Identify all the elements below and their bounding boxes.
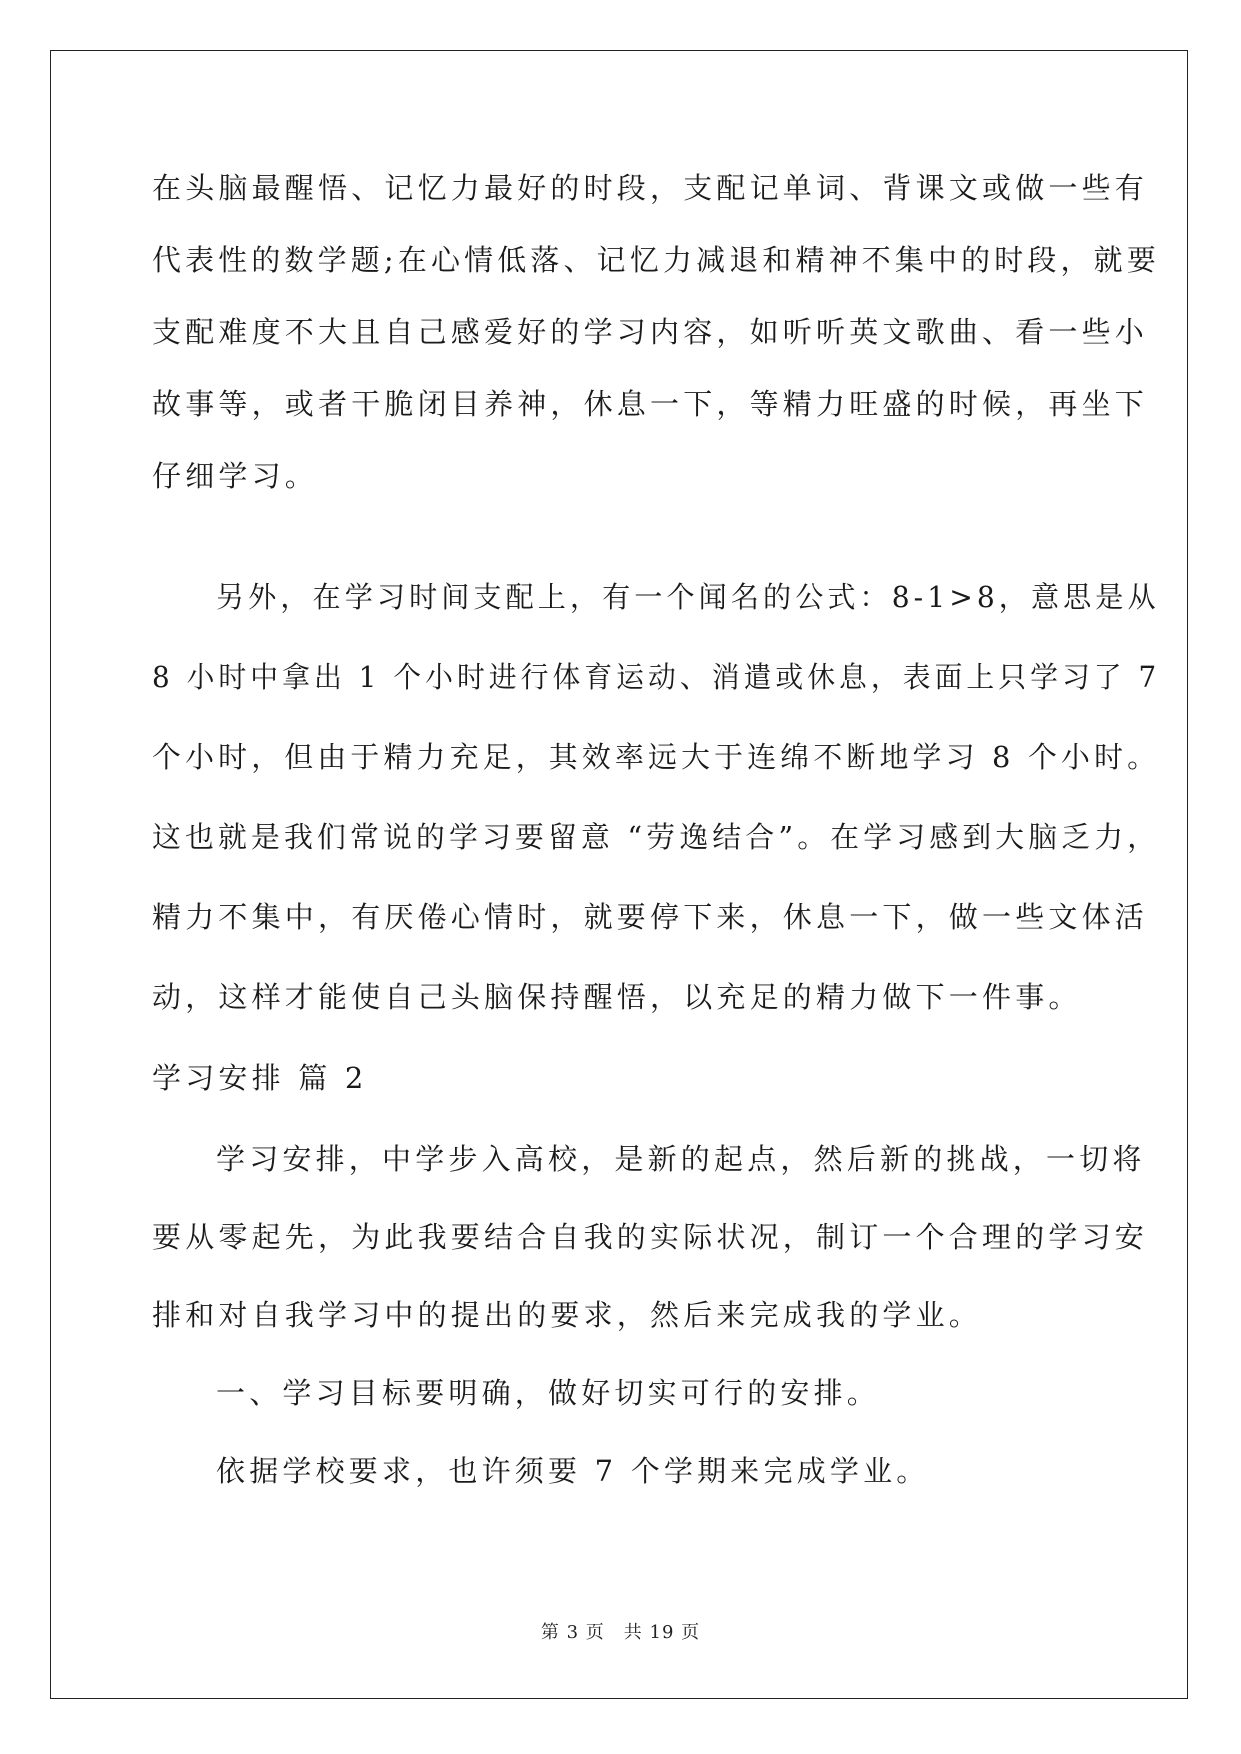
paragraph-line: 依据学校要求，也许须要 7 个学期来完成学业。 xyxy=(216,1454,930,1488)
paragraph-line: 支配难度不大且自己感爱好的学习内容，如听听英文歌曲、看一些小 xyxy=(152,315,1149,349)
paragraph-line: 一、学习目标要明确，做好切实可行的安排。 xyxy=(216,1376,881,1410)
paragraph-line: 故事等，或者干脆闭目养神，休息一下，等精力旺盛的时候，再坐下 xyxy=(152,387,1149,421)
paragraph-line: 动，这样才能使自己头脑保持醒悟，以充足的精力做下一件事。 xyxy=(152,980,1082,1014)
paragraph-line: 这也就是我们常说的学习要留意 “劳逸结合”。在学习感到大脑乏力， xyxy=(152,820,1161,854)
paragraph-line: 排和对自我学习中的提出的要求，然后来完成我的学业。 xyxy=(152,1298,983,1332)
paragraph-line: 学习安排，中学步入高校，是新的起点，然后新的挑战，一切将 xyxy=(216,1142,1146,1176)
paragraph-line: 精力不集中，有厌倦心情时，就要停下来，休息一下，做一些文体活 xyxy=(152,900,1149,934)
paragraph-line: 代表性的数学题;在心情低落、记忆力减退和精神不集中的时段，就要 xyxy=(152,243,1160,277)
paragraph-line: 另外，在学习时间支配上，有一个闻名的公式：8-1>8，意思是从 xyxy=(216,580,1160,614)
paragraph-line: 8 小时中拿出 1 个小时进行体育运动、消遣或休息，表面上只学习了 7 xyxy=(152,660,1161,694)
page-border xyxy=(50,50,1188,1699)
paragraph-line: 个小时，但由于精力充足，其效率远大于连绵不断地学习 8 个小时。 xyxy=(152,740,1161,774)
paragraph-line: 仔细学习。 xyxy=(152,459,319,493)
paragraph-line: 要从零起先，为此我要结合自我的实际状况，制订一个合理的学习安 xyxy=(152,1220,1149,1254)
page-number-footer: 第 3 页 共 19 页 xyxy=(540,1622,701,1643)
paragraph-line: 在头脑最醒悟、记忆力最好的时段，支配记单词、背课文或做一些有 xyxy=(152,171,1149,205)
section-heading: 学习安排 篇 2 xyxy=(152,1061,368,1095)
